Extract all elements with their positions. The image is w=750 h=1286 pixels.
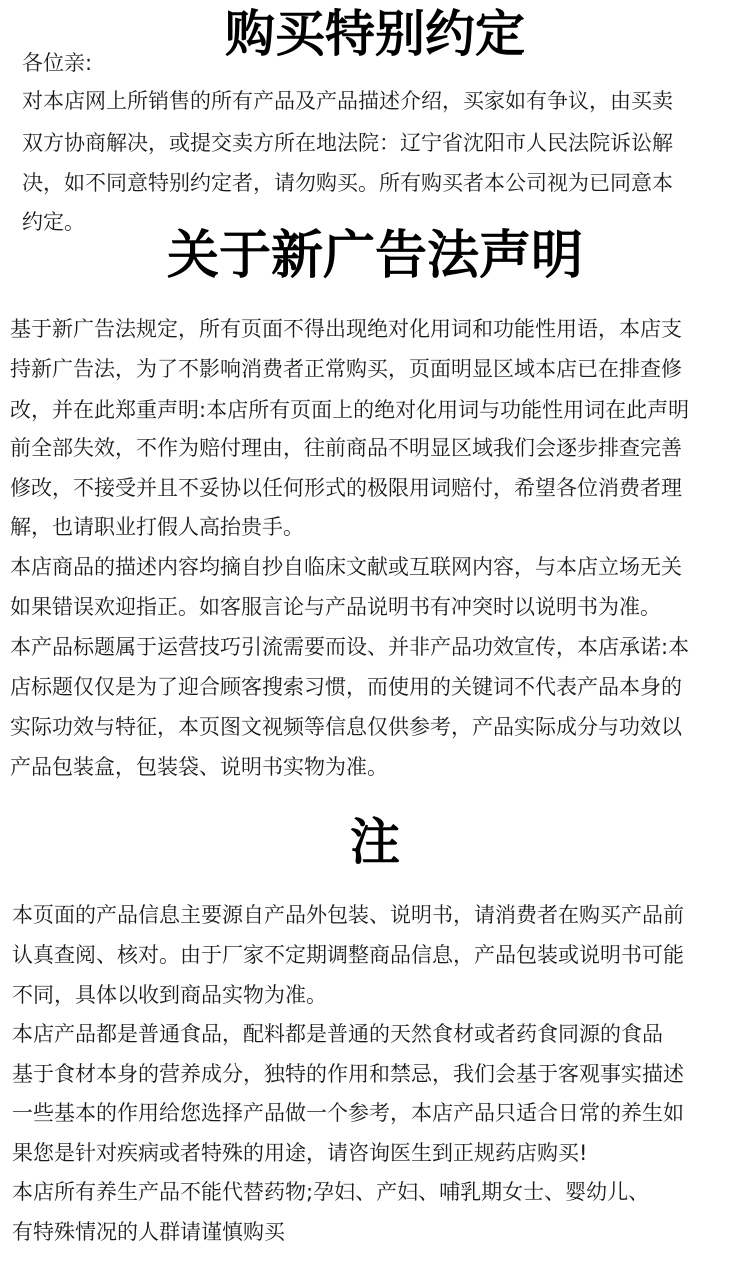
- ad-law-statement-title: 关于新广告法声明: [166, 226, 583, 286]
- body-line: 前全部失效，不作为赔付理由，往前商品不明显区域我们会逐步排查完善: [10, 436, 682, 460]
- body-line: 本店产品都是普通食品，配料都是普通的天然食材或者药食同源的食品: [12, 1022, 663, 1046]
- body-line: 修改，不接受并且不妥协以任何形式的极限用词赔付，希望各位消费者理: [10, 476, 682, 500]
- body-line: 本产品标题属于运营技巧引流需要而设、并非产品功效宣传，本店承诺:本: [10, 635, 690, 659]
- body-line: 本店商品的描述内容均摘自抄自临床文献或互联网内容，与本店立场无关: [10, 555, 682, 579]
- note-title: 注: [350, 813, 400, 871]
- body-line: 果您是针对疾病或者特殊的用途，请咨询医生到正规药店购买!: [12, 1141, 588, 1165]
- body-line: 决，如不同意特别约定者，请勿购买。所有购买者本公司视为已同意本: [22, 171, 673, 195]
- body-line: 约定。: [22, 210, 85, 234]
- body-line: 店标题仅仅是为了迎合顾客搜索习惯，而使用的关键词不代表产品本身的: [10, 675, 682, 699]
- body-line: 对本店网上所销售的所有产品及产品描述介绍，买家如有争议，由买卖: [22, 89, 673, 113]
- purchase-agreement-title: 购买特别约定: [225, 5, 525, 63]
- body-line: 改，并在此郑重声明:本店所有页面上的绝对化用词与功能性用词在此声明: [10, 398, 690, 422]
- body-line: 认真查阅、核对。由于厂家不定期调整商品信息，产品包装或说明书可能: [12, 943, 684, 967]
- body-line: 本页面的产品信息主要源自产品外包装、说明书，请消费者在购买产品前: [12, 903, 684, 927]
- body-line: 不同，具体以收到商品实物为准。: [12, 983, 327, 1007]
- body-line: 有特殊情况的人群请谨慎购买: [12, 1220, 285, 1244]
- body-line: 一些基本的作用给您选择产品做一个参考，本店产品只适合日常的养生如: [12, 1101, 684, 1125]
- body-line: 本店所有养生产品不能代替药物;孕妇、产妇、哺乳期女士、婴幼儿、: [12, 1180, 650, 1204]
- body-line: 基于新广告法规定，所有页面不得出现绝对化用词和功能性用语，本店支: [10, 317, 682, 341]
- body-line: 产品包装盒，包装袋、说明书实物为准。: [10, 755, 388, 779]
- body-line: 基于食材本身的营养成分，独特的作用和禁忌，我们会基于客观事实描述: [12, 1062, 684, 1086]
- body-line: 双方协商解决，或提交卖方所在地法院：辽宁省沈阳市人民法院诉讼解: [22, 131, 673, 155]
- body-line: 解，也请职业打假人高抬贵手。: [10, 515, 304, 539]
- body-line: 持新广告法，为了不影响消费者正常购买，页面明显区域本店已在排查修: [10, 357, 682, 381]
- body-line: 如果错误欢迎指正。如客服言论与产品说明书有冲突时以说明书为准。: [10, 595, 661, 619]
- greeting-text: 各位亲:: [22, 51, 93, 75]
- body-line: 实际功效与特征，本页图文视频等信息仅供参考，产品实际成分与功效以: [10, 715, 682, 739]
